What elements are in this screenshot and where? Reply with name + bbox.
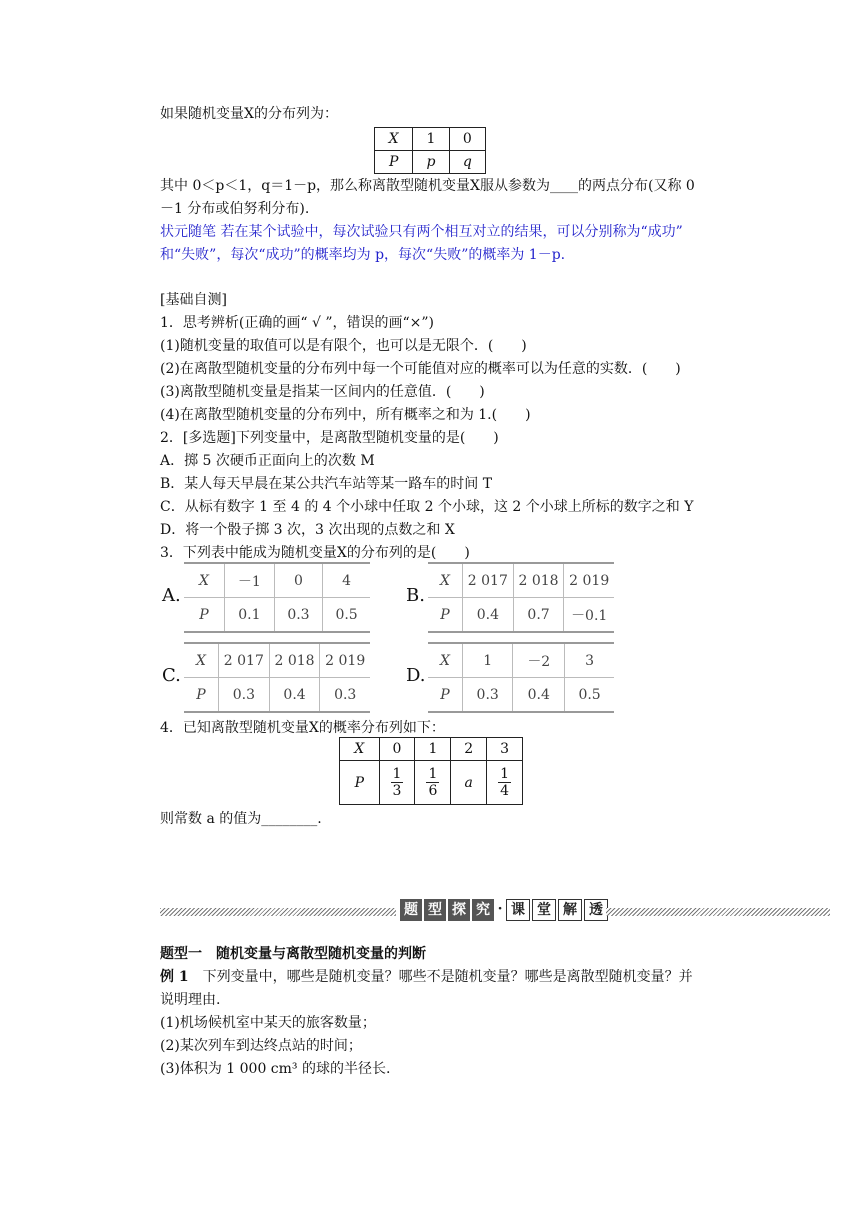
example-label: 例 1: [160, 969, 189, 985]
q2-option: A．掷 5 次硬币正面向上的次数 M: [160, 453, 375, 469]
cell: 0: [379, 738, 415, 761]
banner-char: 题: [400, 899, 422, 921]
cell: 0.3: [320, 678, 370, 713]
fraction: $\frac{1}{6}$: [428, 766, 438, 799]
q3-title: 3．下列表中能成为随机变量X的分布列的是( ): [160, 545, 470, 561]
cell: 0.5: [565, 678, 614, 713]
q1-item: (3)离散型随机变量是指某一区间内的任意值．( ): [160, 384, 485, 400]
cell: P: [354, 774, 364, 791]
cell: X: [388, 131, 399, 147]
cell: 2 019: [320, 643, 370, 678]
cell: P: [428, 678, 463, 713]
banner-char: 透: [584, 899, 608, 921]
banner-char: 型: [424, 899, 446, 921]
cell: －1: [225, 563, 275, 598]
cell: q: [462, 154, 472, 170]
cell: －0.1: [564, 598, 614, 633]
cell: 0.3: [463, 678, 513, 713]
cell: X: [184, 643, 219, 678]
cell: 0: [449, 128, 485, 151]
option-letter: C.: [162, 665, 181, 686]
cell: 2: [451, 738, 487, 761]
option-d-table: [428, 642, 614, 713]
fraction: $\frac{1}{3}$: [392, 766, 402, 799]
cell: 3: [487, 738, 523, 761]
q2-option: D．将一个骰子掷 3 次，3 次出现的点数之和 X: [160, 522, 455, 538]
banner-char: ·: [497, 901, 503, 917]
q4-answer: 则常数 a 的值为________.: [160, 811, 322, 827]
cell: a: [464, 774, 473, 791]
example-item: (1)机场候机室中某天的旅客数量；: [160, 1015, 376, 1031]
cell: 0: [274, 563, 322, 598]
cell: 0.4: [513, 678, 565, 713]
cell: X: [184, 563, 225, 598]
option-a-table: [184, 562, 370, 633]
cell: 0.7: [513, 598, 564, 633]
cell: P: [428, 598, 463, 633]
cell: 2 017: [219, 643, 270, 678]
cell: 4: [323, 563, 370, 598]
option-letter: A.: [162, 585, 181, 606]
section-basic: [基础自测]: [160, 292, 227, 308]
option-letter: B.: [406, 585, 425, 606]
cell: p: [426, 154, 436, 170]
banner-char: 解: [558, 899, 582, 921]
cell: 0.4: [269, 678, 320, 713]
cell: P: [184, 678, 219, 713]
banner-char: 探: [448, 899, 470, 921]
option-b-table: [428, 562, 614, 633]
cell: －2: [513, 643, 565, 678]
example-1-line1: [160, 967, 693, 987]
cell: 2 017: [463, 563, 514, 598]
cell: 1: [415, 738, 451, 761]
cell: 0.3: [274, 598, 322, 633]
banner-char: 堂: [532, 899, 556, 921]
definition-line1: 其中 0＜p＜1，q＝1－p，那么称离散型随机变量X服从参数为____的两点分布(又称 0: [160, 178, 695, 194]
example-item: (3)体积为 1 000 cm³ 的球的半径长.: [160, 1061, 391, 1077]
cell: 2 018: [269, 643, 320, 678]
example-item: (2)某次列车到达终点站的时间；: [160, 1038, 362, 1054]
banner-line-left: [160, 908, 396, 916]
q2-title: 2．[多选题]下列变量中，是离散型随机变量的是( ): [160, 430, 499, 446]
banner-line-right: [606, 908, 830, 916]
cell: 0.1: [225, 598, 275, 633]
cell: 0.5: [323, 598, 370, 633]
cell: X: [354, 741, 365, 757]
section-banner: [400, 899, 608, 923]
example-text: 下列变量中，哪些是随机变量？哪些不是随机变量？哪些是离散型随机变量？并: [202, 969, 693, 985]
option-c-table: [184, 642, 370, 713]
cell: X: [428, 563, 463, 598]
banner-char: 课: [506, 899, 530, 921]
q1-item: (1)随机变量的取值可以是有限个，也可以是无限个．( ): [160, 338, 527, 354]
type1-title: 题型一 随机变量与离散型随机变量的判断: [160, 946, 426, 962]
cell: 0.3: [219, 678, 270, 713]
q4-table: [339, 737, 523, 805]
cell: 3: [565, 643, 614, 678]
q2-option: B．某人每天早晨在某公共汽车站等某一路车的时间 T: [160, 476, 493, 492]
cell: X: [428, 643, 463, 678]
cell: 2 018: [513, 563, 564, 598]
note-line2: 和“失败”，每次“成功”的概率均为 p，每次“失败”的概率为 1－p.: [160, 247, 566, 263]
cell: 2 019: [564, 563, 614, 598]
note-line1: 状元随笔 若在某个试验中，每次试验只有两个相互对立的结果，可以分别称为“成功”: [160, 224, 683, 240]
q4-title: 4．已知离散型随机变量X的概率分布列如下：: [160, 720, 445, 736]
two-point-table: [374, 127, 486, 174]
cell: 1: [413, 128, 449, 151]
q1-item: (4)在离散型随机变量的分布列中，所有概率之和为 1.( ): [160, 407, 531, 423]
cell: 1: [463, 643, 513, 678]
cell: P: [388, 154, 399, 170]
q1-title: 1．思考辨析(正确的画“ √ ”，错误的画“×”): [160, 315, 435, 331]
banner-char: 究: [472, 899, 494, 921]
q2-option: C．从标有数字 1 至 4 的 4 个小球中任取 2 个小球，这 2 个小球上所标的数字之和 Y: [160, 499, 694, 515]
fraction: $\frac{1}{4}$: [500, 766, 509, 799]
definition-line2: －1 分布或伯努利分布).: [160, 201, 310, 217]
example-1-line2: 说明理由.: [160, 992, 221, 1008]
q1-item: (2)在离散型随机变量的分布列中每一个可能值对应的概率可以为任意的实数．( ): [160, 361, 681, 377]
intro-text: 如果随机变量X的分布列为：: [160, 106, 338, 122]
cell: P: [184, 598, 225, 633]
option-letter: D.: [406, 665, 426, 686]
cell: 0.4: [463, 598, 514, 633]
